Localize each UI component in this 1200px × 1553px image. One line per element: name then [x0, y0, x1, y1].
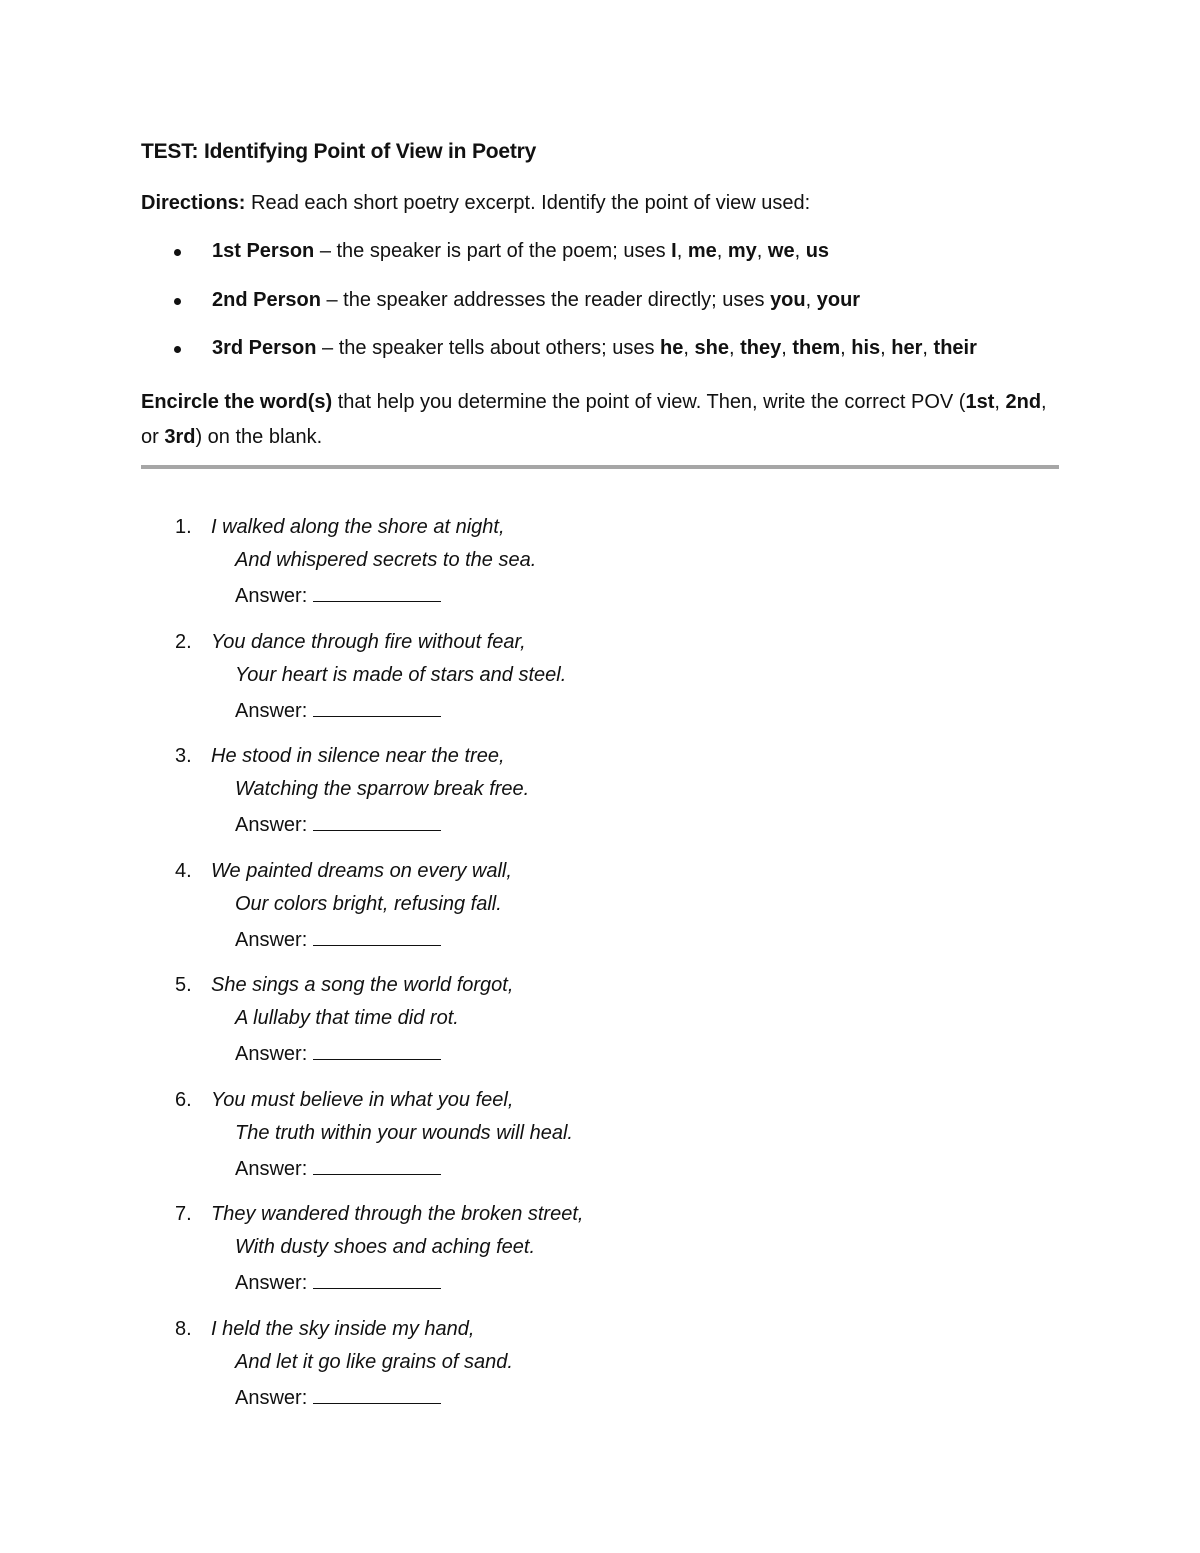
question-item — [141, 1318, 1041, 1433]
answer-row — [235, 1156, 441, 1181]
pronoun-word: she — [694, 337, 729, 359]
answer-blank[interactable] — [313, 1385, 441, 1404]
encircle-text: that help you determine the point of view. Then, write the correct POV ( — [332, 391, 966, 413]
question-number: 8. — [175, 1317, 192, 1340]
poem-line-1: They wandered through the broken street, — [211, 1203, 584, 1225]
answer-label: Answer: — [235, 1272, 308, 1294]
answer-label: Answer: — [235, 1043, 308, 1065]
pronoun-word: his — [851, 337, 881, 359]
pov-bullet-item — [141, 289, 1101, 338]
answer-row — [235, 1270, 441, 1295]
pronoun-word: us — [805, 240, 830, 262]
answer-label: Answer: — [235, 1386, 308, 1409]
question-item — [141, 1203, 1041, 1318]
pronoun-word: her — [891, 337, 923, 359]
answer-blank[interactable] — [313, 812, 441, 831]
answer-blank[interactable] — [313, 927, 441, 946]
question-number: 2. — [175, 630, 192, 653]
poem-line-2: Our colors bright, refusing fall. — [235, 892, 502, 915]
question-number: 7. — [175, 1203, 192, 1225]
poem-line-2: And whispered secrets to the sea. — [235, 549, 537, 571]
answer-row — [235, 812, 441, 837]
page-title: TEST: Identifying Point of View in Poetry — [141, 140, 537, 163]
poem-line-2: Watching the sparrow break free. — [235, 778, 530, 800]
answer-label: Answer: — [235, 699, 308, 722]
pov-description: – the speaker addresses the reader directly; uses — [320, 288, 771, 311]
answer-label: Answer: — [235, 585, 308, 607]
pronoun-word: I — [671, 240, 677, 262]
poem-line-1: I walked along the shore at night, — [211, 516, 505, 538]
question-number: 1. — [175, 516, 192, 538]
bullet-icon — [174, 346, 181, 353]
pronoun-word: them — [792, 337, 841, 359]
answer-blank[interactable] — [313, 1270, 441, 1289]
question-item — [141, 974, 1041, 1089]
question-list — [141, 516, 1041, 1432]
pronoun-word: they — [740, 337, 782, 359]
pov-option-3rd: 3rd — [164, 426, 196, 448]
answer-row — [235, 1041, 441, 1066]
question-number: 5. — [175, 974, 192, 996]
bullet-icon — [174, 249, 181, 256]
answer-row — [235, 1385, 441, 1410]
pov-option-1st: 1st — [965, 391, 995, 413]
pov-label: 1st Person — [212, 240, 315, 262]
answer-blank[interactable] — [313, 1156, 441, 1175]
pronoun-word: you — [770, 288, 806, 311]
answer-label: Answer: — [235, 1157, 308, 1180]
encircle-bold: Encircle the word(s) — [141, 391, 333, 413]
pronoun-word: he — [660, 337, 684, 359]
question-item — [141, 1089, 1041, 1204]
poem-line-2: With dusty shoes and aching feet. — [235, 1236, 535, 1258]
question-number: 4. — [175, 859, 192, 882]
question-item — [141, 745, 1041, 860]
horizontal-divider — [141, 465, 1059, 469]
pov-bullet-item — [141, 337, 1101, 386]
question-item — [141, 516, 1041, 631]
poem-line-1: She sings a song the world forgot, — [211, 974, 514, 996]
pronoun-word: their — [933, 337, 977, 359]
poem-line-1: We painted dreams on every wall, — [211, 859, 512, 882]
encircle-instructions — [141, 385, 1061, 455]
pov-option-2nd: 2nd — [1005, 391, 1042, 413]
question-item — [141, 631, 1041, 746]
pov-description: – the speaker tells about others; uses — [316, 337, 661, 359]
pronoun-word: we — [767, 240, 795, 262]
pov-list — [141, 240, 1101, 386]
pronoun-word: your — [816, 288, 861, 311]
answer-label: Answer: — [235, 928, 308, 951]
pov-description: – the speaker is part of the poem; uses — [314, 240, 672, 262]
directions-text: Read each short poetry excerpt. Identify the point of view used: — [245, 192, 811, 214]
answer-blank[interactable] — [313, 698, 441, 717]
poem-line-2: A lullaby that time did rot. — [235, 1007, 459, 1029]
answer-row — [235, 698, 441, 723]
pov-label: 2nd Person — [212, 288, 321, 311]
pov-text: 3rd Person – the speaker tells about others; uses he, she, they, them, his, her, their — [212, 337, 977, 359]
separator: , or — [141, 391, 1047, 448]
poem-line-1: You must believe in what you feel, — [211, 1088, 514, 1111]
answer-label: Answer: — [235, 814, 308, 836]
pov-label: 3rd Person — [212, 337, 317, 359]
poem-line-2: Your heart is made of stars and steel. — [235, 663, 567, 686]
question-item — [141, 860, 1041, 975]
directions-label: Directions: — [141, 192, 246, 214]
bullet-icon — [174, 298, 181, 305]
pov-text: 2nd Person – the speaker addresses the reader directly; uses you, your — [212, 288, 861, 311]
poem-line-2: And let it go like grains of sand. — [235, 1350, 513, 1373]
pronoun-word: me — [687, 240, 717, 262]
poem-line-1: I held the sky inside my hand, — [211, 1317, 475, 1340]
answer-row — [235, 583, 441, 608]
poem-line-1: You dance through fire without fear, — [211, 630, 526, 653]
directions — [141, 192, 810, 215]
question-number: 6. — [175, 1088, 192, 1111]
poem-line-2: The truth within your wounds will heal. — [235, 1121, 573, 1144]
pronoun-word: my — [727, 240, 757, 262]
question-number: 3. — [175, 745, 192, 767]
separator: , — [994, 391, 1006, 413]
answer-blank[interactable] — [313, 583, 441, 602]
poem-line-1: He stood in silence near the tree, — [211, 745, 505, 767]
encircle-text-end: ) on the blank. — [195, 426, 323, 448]
answer-blank[interactable] — [313, 1041, 441, 1060]
pov-text: 1st Person – the speaker is part of the poem; uses I, me, my, we, us — [212, 240, 830, 262]
pov-bullet-item — [141, 240, 1101, 289]
answer-row — [235, 927, 441, 952]
